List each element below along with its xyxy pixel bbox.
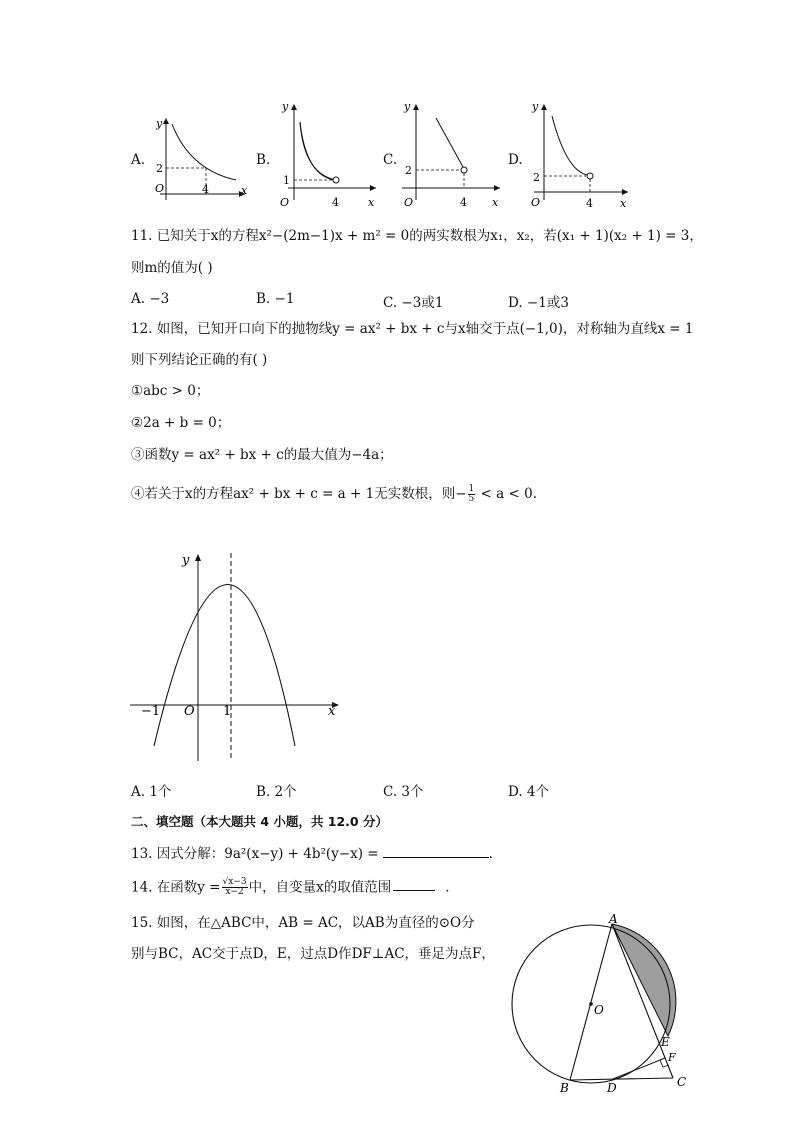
- q12-option-b: B. 2个: [256, 784, 297, 800]
- q14-prefix: 14. 在函数y =: [131, 879, 221, 896]
- origin-label: O: [280, 196, 290, 209]
- q14-suffix: 中，自变量x的取值范围: [248, 879, 392, 896]
- point-b-label: B: [560, 1081, 569, 1095]
- q12-stem-line1: 12. 如图，已知开口向下的抛物线y = ax² + bx + c与x轴交于点(−1,0)，对称轴为直线x = 1: [131, 321, 694, 337]
- x-tick-label: 4: [586, 197, 593, 210]
- q12-option-c: C. 3个: [383, 784, 424, 800]
- q12-option-d: D. 4个: [508, 784, 550, 800]
- q11-option-a: A. −3: [131, 291, 170, 307]
- q10-option-b-letter: B.: [256, 152, 271, 168]
- origin-label: O: [404, 196, 414, 209]
- q14-fraction: [222, 878, 248, 898]
- q13-text: 13. 因式分解：9a²(x−y) + 4b²(y−x) =: [131, 846, 379, 862]
- y-tick-label: 1: [283, 174, 290, 187]
- q12-statement-3: ③函数y = ax² + bx + c的最大值为−4a；: [131, 447, 393, 463]
- origin-label: O: [531, 196, 541, 209]
- x-axis-label: x: [241, 184, 248, 197]
- q12-s4-denominator: 5: [468, 494, 475, 504]
- neg-one-label: −1: [141, 704, 161, 719]
- q11-stem-line1: 11. 已知关于x的方程x²−(2m−1)x + m² = 0的两实数根为x₁，x₂，若(x₁ + 1)(x₂ + 1) = 3，: [131, 228, 703, 244]
- q14-end: .: [445, 879, 450, 896]
- x-tick-label: 4: [460, 196, 467, 209]
- y-axis-label: y: [404, 100, 411, 113]
- q11-option-c: C. −3或1: [383, 295, 444, 311]
- q10-option-a-letter: A.: [131, 152, 146, 168]
- y-tick-label: 2: [533, 171, 540, 184]
- section-title: 二、填空题（本大题共 4 小题，共 12.0 分）: [131, 814, 388, 829]
- one-label: 1: [223, 704, 232, 719]
- x-axis-label: x: [492, 196, 499, 209]
- q15-stem-line2: 别与BC，AC交于点D，E，过点D作DF⊥AC，垂足为点F，: [131, 946, 495, 962]
- y-tick-label: 2: [156, 162, 163, 175]
- y-tick-label: 2: [405, 164, 412, 177]
- point-d-label: D: [607, 1081, 617, 1095]
- q10-graph-d: [528, 96, 632, 210]
- q12-statement-4: [131, 485, 537, 504]
- y-axis-label: y: [182, 553, 190, 568]
- q14-stem: [131, 878, 450, 898]
- y-axis-label: y: [156, 117, 163, 130]
- origin-label: O: [155, 182, 165, 195]
- q12-s4-prefix: ④若关于x的方程ax² + bx + c = a + 1无实数根，则−: [131, 486, 467, 502]
- q10-graph-b: [276, 96, 380, 210]
- point-a-label: A: [609, 912, 618, 926]
- q12-parabola-graph: [125, 545, 350, 770]
- point-e-label: E: [661, 1035, 670, 1049]
- point-o-label: O: [594, 1003, 604, 1017]
- q15-circle-diagram: [505, 912, 705, 1102]
- x-axis-label: x: [368, 196, 375, 209]
- origin-label: O: [184, 704, 195, 719]
- q10-graph-c: [400, 96, 504, 210]
- q13-stem: [131, 845, 493, 862]
- q13-answer-blank[interactable]: [383, 845, 489, 858]
- q12-s4-numerator: 1: [468, 484, 475, 494]
- q12-option-a: A. 1个: [131, 784, 172, 800]
- q11-option-b: B. −1: [256, 291, 295, 307]
- x-tick-label: 4: [202, 183, 209, 196]
- q14-denominator: x−2: [225, 887, 244, 898]
- q10-option-c-letter: C.: [383, 152, 398, 168]
- q12-stem-line2: 则下列结论正确的有( ): [131, 352, 268, 368]
- q10-graph-a: [150, 112, 250, 202]
- point-c-label: C: [677, 1075, 687, 1089]
- q12-statement-2: ②2a + b = 0；: [131, 415, 231, 431]
- q11-option-d: D. −1或3: [508, 295, 569, 311]
- x-tick-label: 4: [332, 196, 339, 209]
- q11-stem-line2: 则m的值为( ): [131, 260, 213, 276]
- y-axis-label: y: [532, 100, 539, 113]
- q14-numerator: √x−3: [222, 877, 247, 887]
- x-axis-label: x: [328, 704, 336, 719]
- x-axis-label: x: [620, 197, 627, 210]
- q12-statement-1: ①abc > 0；: [131, 383, 210, 399]
- q12-s4-fraction: [468, 485, 476, 504]
- q14-answer-blank[interactable]: [393, 878, 435, 891]
- point-f-label: F: [668, 1051, 676, 1064]
- q13-end: .: [488, 846, 493, 862]
- q12-s4-suffix: < a < 0.: [476, 486, 537, 502]
- q10-option-d-letter: D.: [508, 152, 523, 168]
- y-axis-label: y: [282, 100, 289, 113]
- q15-stem-line1: 15. 如图，在△ABC中，AB = AC，以AB为直径的⊙O分: [131, 915, 475, 931]
